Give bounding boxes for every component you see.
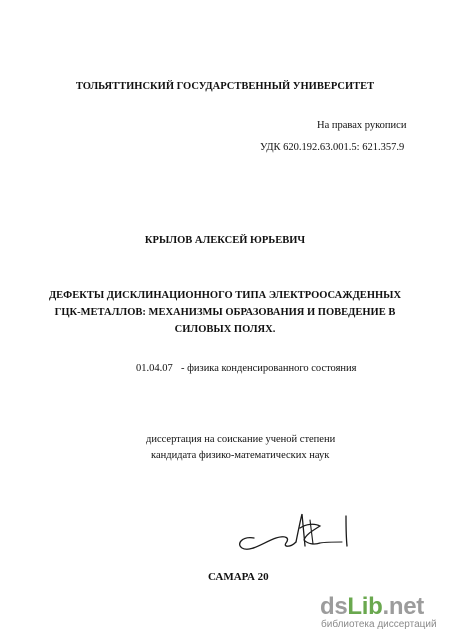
title-line-2: ГЦК-МЕТАЛЛОВ: МЕХАНИЗМЫ ОБРАЗОВАНИЯ И ПОВЕДЕНИЕ В [54, 307, 396, 318]
rights-note: На правах рукописи [317, 120, 407, 131]
dissertation-line-1: диссертация на соискание ученой степени [146, 434, 336, 445]
handwritten-signature [234, 508, 364, 556]
watermark-subtitle: библиотека диссертаций [321, 619, 437, 630]
logo-net: .net [382, 593, 424, 620]
logo-ds: ds [320, 593, 348, 620]
dissertation-line-2: кандидата физико-математических наук [151, 450, 330, 461]
university-name: ТОЛЬЯТТИНСКИЙ ГОСУДАРСТВЕННЫЙ УНИВЕРСИТЕТ [75, 81, 375, 92]
author-name: КРЫЛОВ АЛЕКСЕЙ ЮРЬЕВИЧ [144, 235, 306, 246]
udk-code: УДК 620.192.63.001.5: 621.357.9 [260, 142, 405, 153]
city-year: САМАРА 20 [208, 571, 269, 583]
dslib-logo [320, 594, 424, 620]
specialty-name: - физика конденсированного состояния [181, 363, 357, 374]
specialty-code: 01.04.07 [136, 363, 173, 374]
title-line-1: ДЕФЕКТЫ ДИСКЛИНАЦИОННОГО ТИПА ЭЛЕКТРООСАЖДЕННЫХ [48, 290, 402, 301]
dslib-watermark [320, 594, 448, 634]
title-line-3: СИЛОВЫХ ПОЛЯХ. [174, 324, 276, 335]
logo-lib: Lib [347, 593, 383, 620]
